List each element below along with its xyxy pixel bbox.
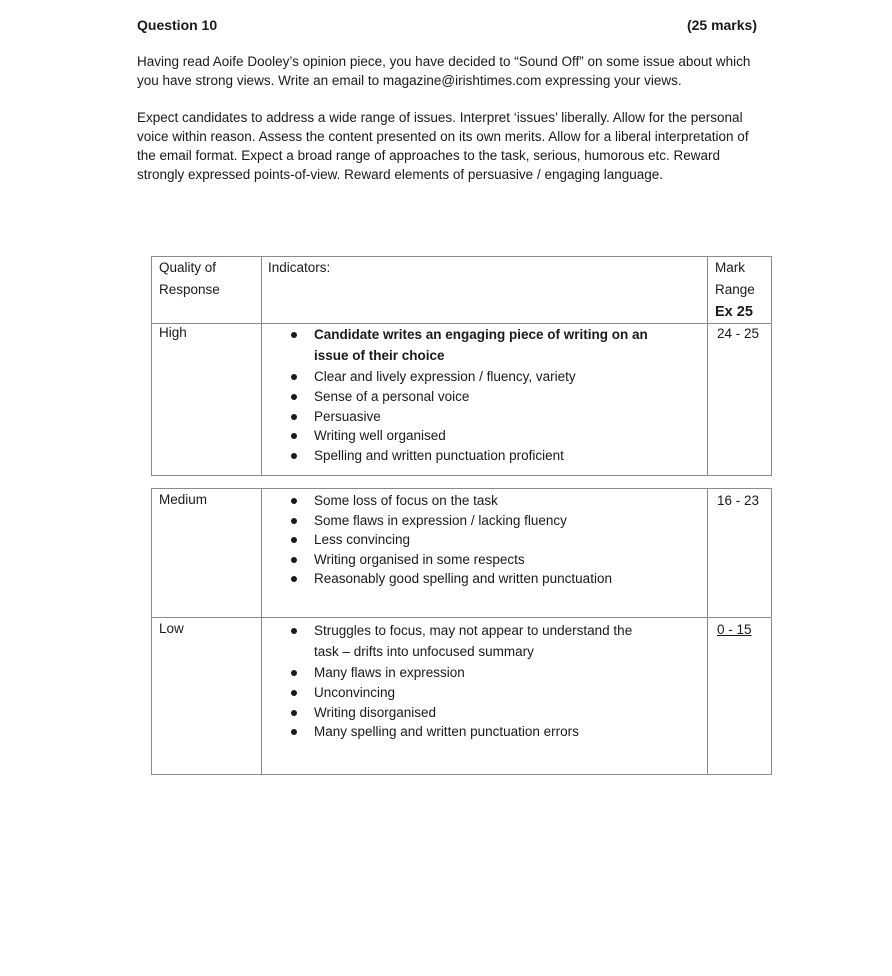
list-item: Writing disorganised bbox=[288, 703, 688, 723]
list-item: Candidate writes an engaging piece of writing on an issue of their choice bbox=[288, 324, 654, 366]
list-item: Clear and lively expression / fluency, variety bbox=[288, 366, 688, 387]
header-quality: Quality of Response bbox=[159, 260, 220, 297]
column-divider bbox=[261, 257, 262, 475]
list-item: Some loss of focus on the task bbox=[288, 491, 688, 511]
list-item: Spelling and written punctuation proficient bbox=[288, 446, 688, 466]
row-range-low: 0 - 15 bbox=[717, 622, 752, 637]
row-range-medium: 16 - 23 bbox=[717, 493, 760, 508]
list-item: Writing well organised bbox=[288, 426, 688, 446]
list-item: Reasonably good spelling and written punctuation bbox=[288, 569, 688, 589]
list-item: Many spelling and written punctuation errors bbox=[288, 722, 688, 742]
question-header bbox=[137, 17, 757, 37]
marking-table-high bbox=[151, 256, 772, 476]
indicator-list-low bbox=[288, 620, 688, 742]
list-item: Less convincing bbox=[288, 530, 688, 550]
question-marks: (25 marks) bbox=[686, 17, 757, 33]
list-item: Some flaws in expression / lacking fluency bbox=[288, 511, 688, 531]
list-item: Sense of a personal voice bbox=[288, 387, 688, 407]
marking-table-medium-low bbox=[151, 488, 772, 775]
row-quality-low: Low bbox=[159, 621, 184, 636]
list-item: Writing organised in some respects bbox=[288, 550, 688, 570]
indicator-list-medium bbox=[288, 491, 688, 589]
column-divider bbox=[707, 489, 708, 774]
row-quality-medium: Medium bbox=[159, 492, 208, 507]
column-divider bbox=[261, 489, 262, 774]
list-item: Unconvincing bbox=[288, 683, 688, 703]
list-item: Struggles to focus, may not appear to understand the task – drifts into unfocused summary bbox=[288, 620, 654, 662]
marking-guidance: Expect candidates to address a wide range of issues. Interpret ‘issues’ liberally. Allow for the personal voice within reason. Assess the content presented on its own merits. Allow for a liberal interpretation of the email format. Expect a broad range of approaches to the task, serious, humorous etc. Reward strongly expressed points-of-view. Reward elements of persuasive / engaging language. bbox=[137, 110, 749, 182]
question-title: Question 10 bbox=[137, 17, 218, 33]
row-range-high: 24 - 25 bbox=[717, 326, 760, 341]
header-mark-range: Mark Range Ex 25 bbox=[715, 260, 755, 320]
list-item: Persuasive bbox=[288, 407, 688, 427]
row-divider bbox=[152, 617, 771, 618]
list-item: Many flaws in expression bbox=[288, 662, 688, 683]
indicator-list-high bbox=[288, 324, 688, 465]
header-indicators: Indicators: bbox=[268, 260, 331, 275]
column-divider bbox=[707, 257, 708, 475]
row-quality-high: High bbox=[159, 325, 187, 340]
question-prompt: Having read Aoife Dooley’s opinion piece, you have decided to “Sound Off” on some issue about which you have strong views. Write an email to magazine@irishtimes.com expressing your views. bbox=[137, 54, 751, 88]
